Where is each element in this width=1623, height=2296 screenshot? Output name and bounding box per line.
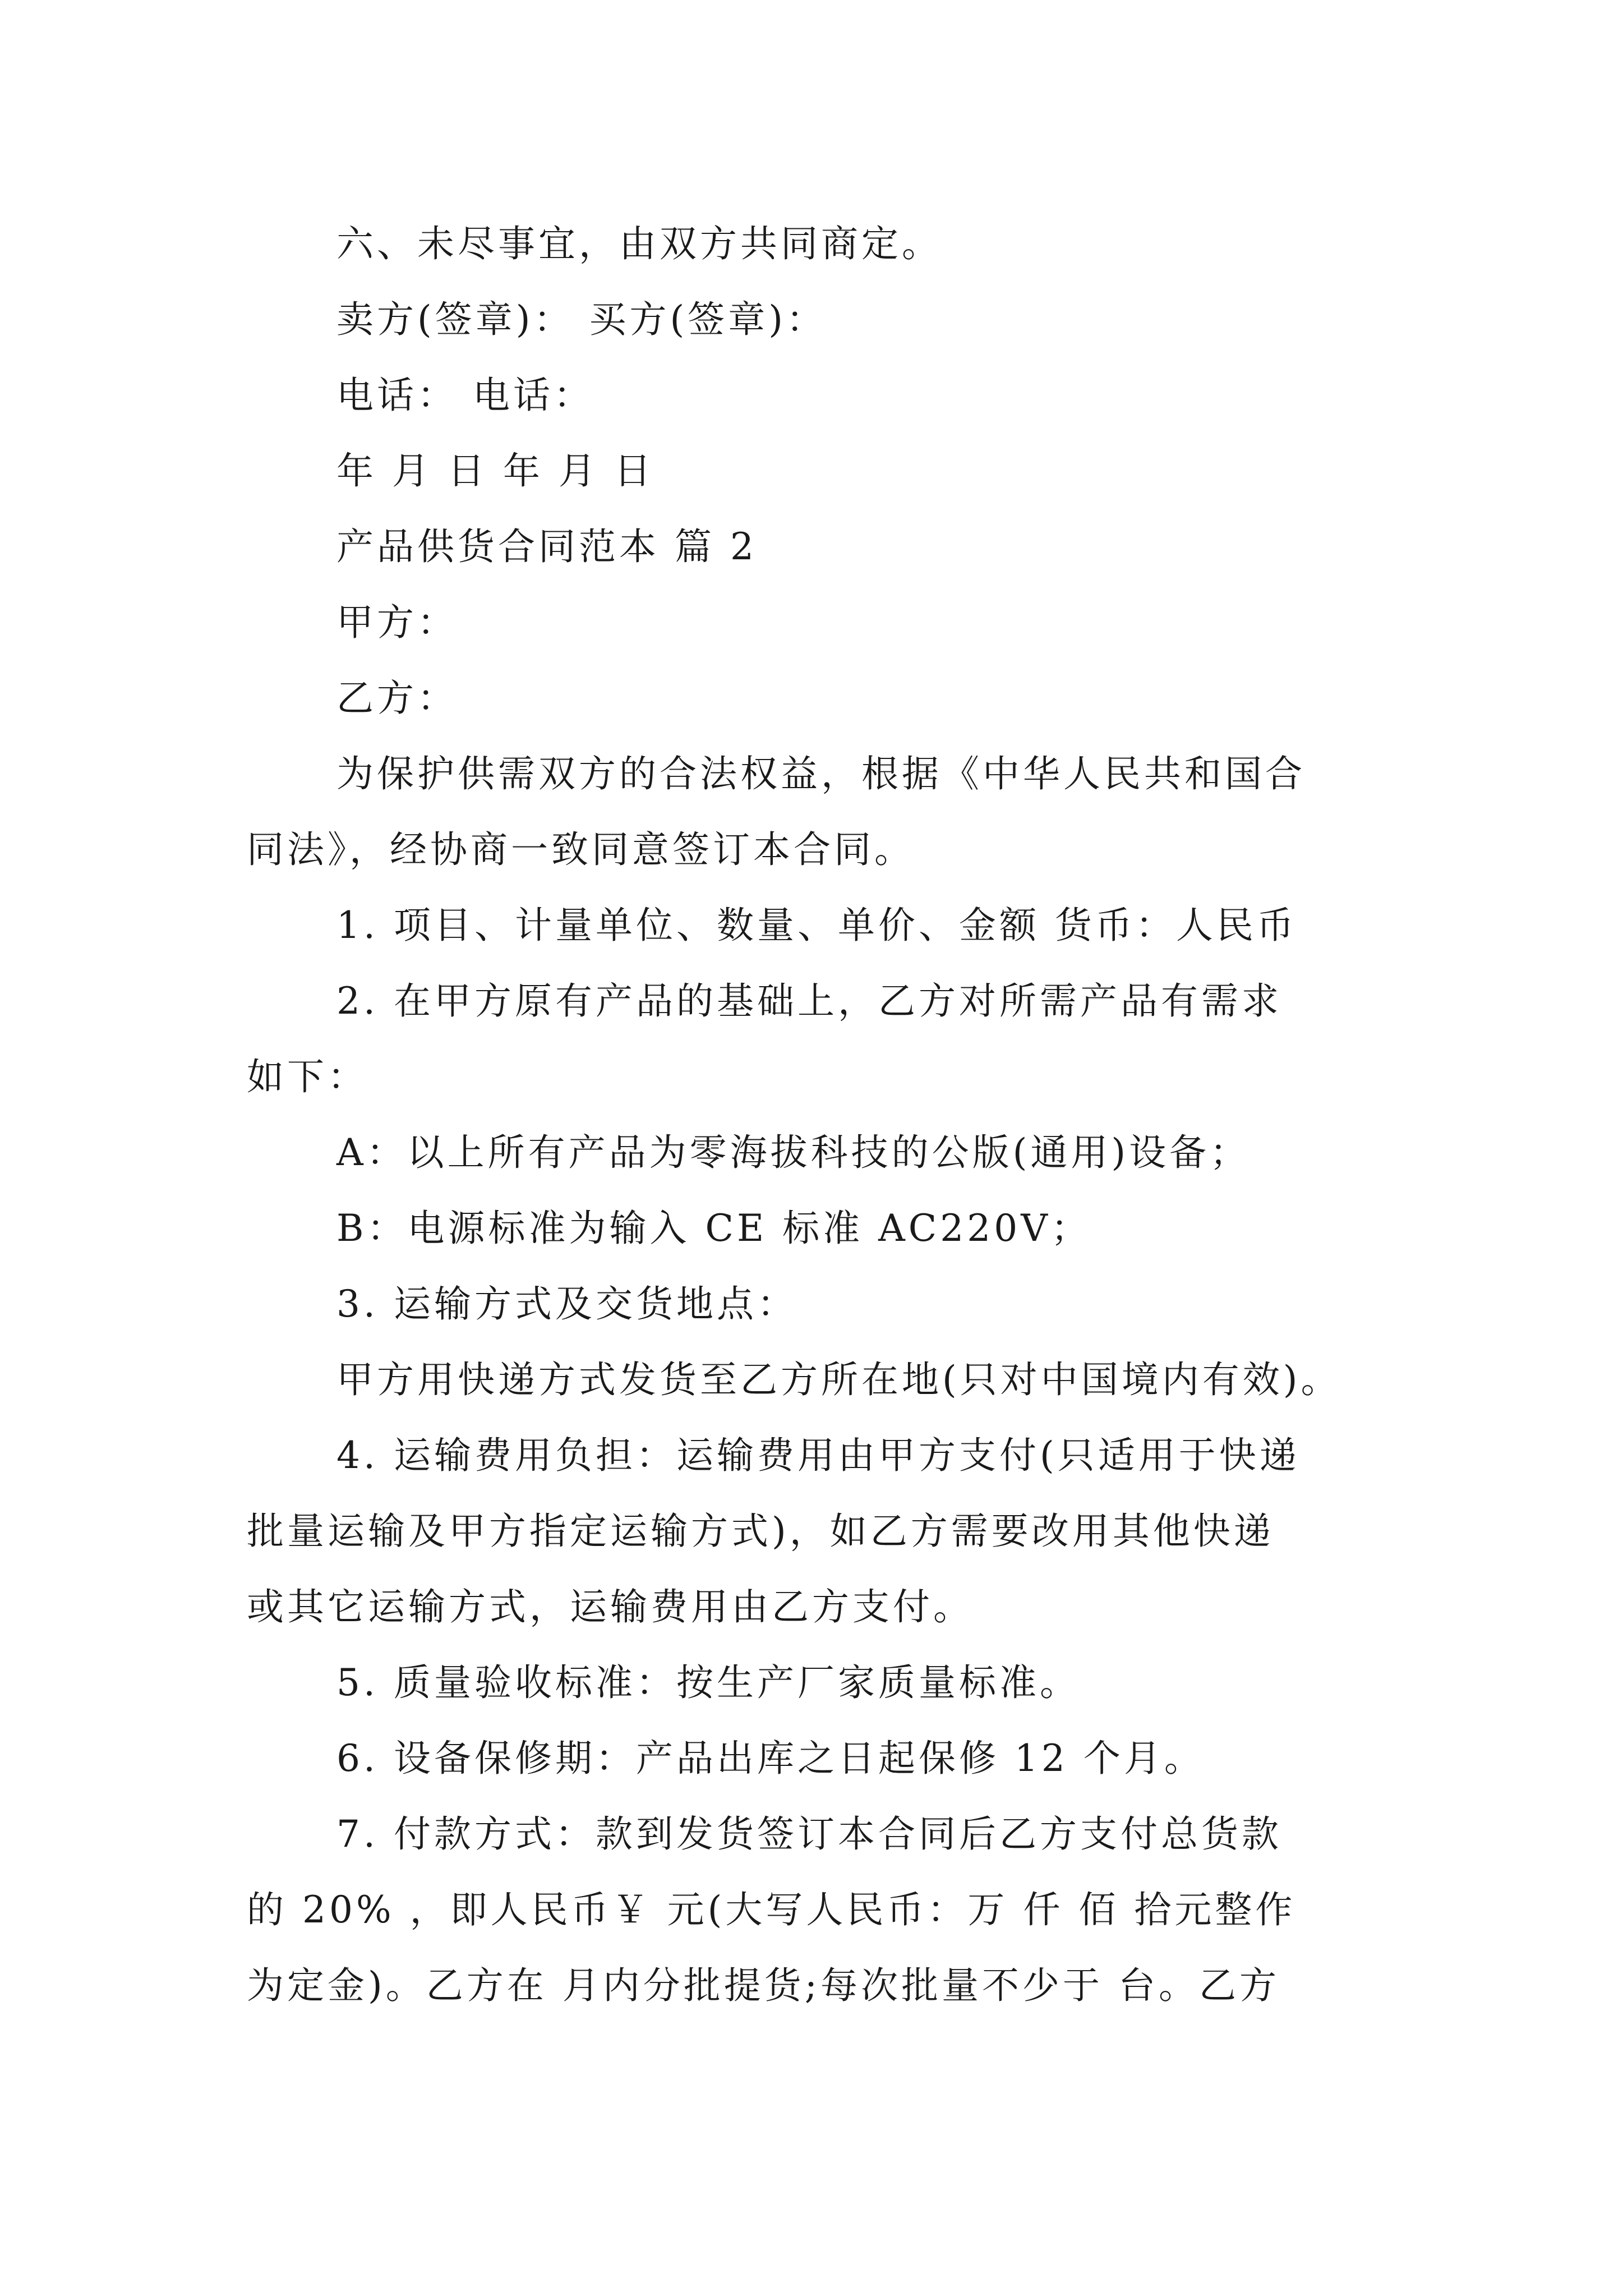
clause-1-text: 1. 项目、计量单位、数量、单价、金额 货币：人民币 xyxy=(336,904,1297,947)
date-line: 年 月 日 年 月 日 xyxy=(336,449,654,493)
requirement-a: A：以上所有产品为零海拔科技的公版(通用)设备； xyxy=(336,1131,1251,1174)
clause-7-line-1: 7. 付款方式：款到发货签订本合同后乙方支付总货款 xyxy=(336,1812,1282,1856)
clause-7-line-3: 为定金)。乙方在 月内分批提货;每次批量不少于 台。乙方 xyxy=(247,1964,1280,2007)
signature-line: 卖方(签章)： 买方(签章)： xyxy=(336,298,827,341)
party-b-line: 乙方： xyxy=(336,677,458,720)
clause-6-text: 六、未尽事宜，由双方共同商定。 xyxy=(336,222,942,265)
preamble-line-1: 为保护供需双方的合法权益，根据《中华人民共和国合 xyxy=(336,752,1306,795)
clause-2-line-1: 2. 在甲方原有产品的基础上，乙方对所需产品有需求 xyxy=(336,979,1282,1023)
delivery-text: 甲方用快递方式发货至乙方所在地(只对中国境内有效)。 xyxy=(336,1358,1341,1401)
clause-4-line-2: 批量运输及甲方指定运输方式)，如乙方需要改用其他快递 xyxy=(247,1510,1274,1553)
party-a-line: 甲方： xyxy=(336,601,458,644)
phone-line: 电话： 电话： xyxy=(336,374,594,417)
clause-7-line-2: 的 20% ，即人民币￥ 元(大写人民币：万 仟 佰 拾元整作 xyxy=(247,1888,1296,1931)
preamble-line-2: 同法》，经协商一致同意签订本合同。 xyxy=(247,828,915,871)
clause-2-line-2: 如下： xyxy=(247,1055,368,1098)
requirement-b: B：电源标准为输入 CE 标准 AC220V； xyxy=(336,1207,1091,1250)
section-title: 产品供货合同范本 篇 2 xyxy=(336,525,757,568)
clause-4-line-3: 或其它运输方式，运输费用由乙方支付。 xyxy=(247,1585,974,1628)
clause-4-line-1: 4. 运输费用负担：运输费用由甲方支付(只适用于快递 xyxy=(336,1434,1300,1477)
clause-3-text: 3. 运输方式及交货地点： xyxy=(336,1282,797,1326)
clause-5-text: 5. 质量验收标准：按生产厂家质量标准。 xyxy=(336,1661,1080,1704)
clause-6-warranty: 6. 设备保修期：产品出库之日起保修 12 个月。 xyxy=(336,1737,1205,1780)
